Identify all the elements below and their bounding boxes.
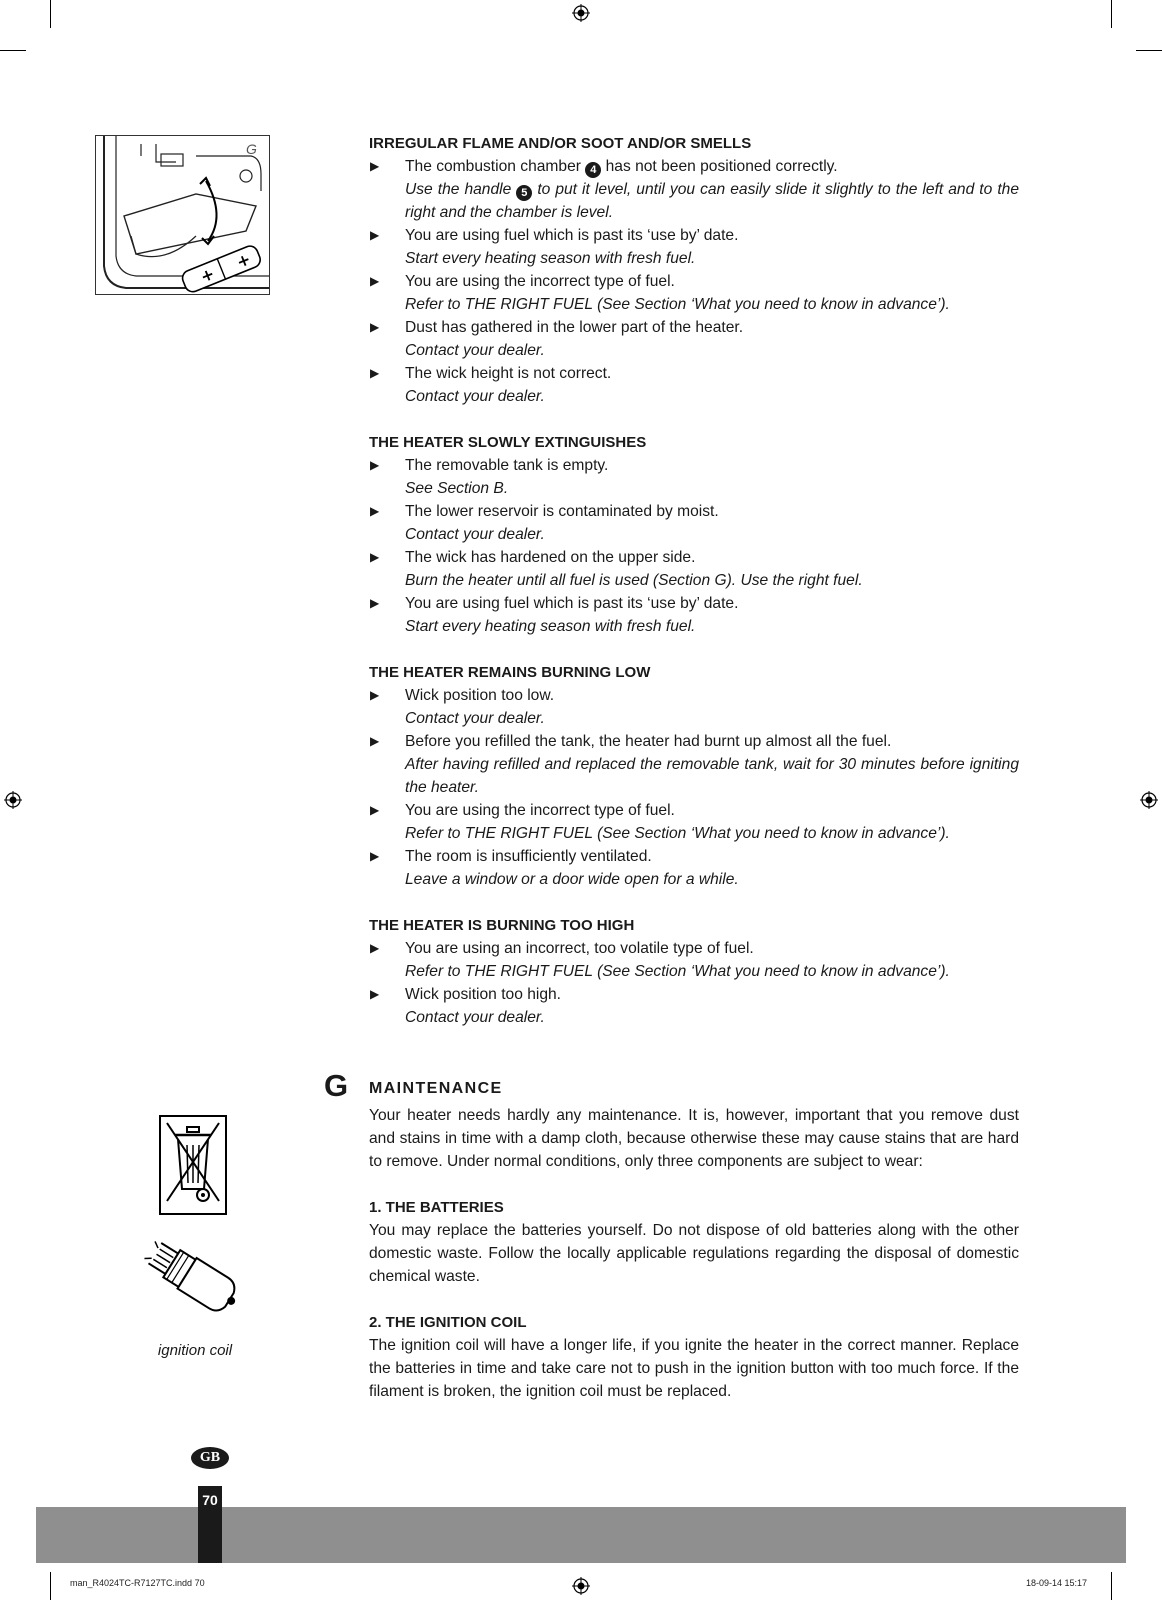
cause-text: You are using an incorrect, too volatile type of fuel. xyxy=(405,940,754,957)
cause-text: The combustion chamber 4 has not been positioned correctly. xyxy=(405,158,838,176)
section-title: THE HEATER SLOWLY EXTINGUISHES xyxy=(369,434,647,451)
list-item xyxy=(369,592,1019,638)
troubleshooting-section xyxy=(369,132,1019,408)
maintenance-title: MAINTENANCE xyxy=(369,1080,503,1097)
remedy-text: After having refilled and replaced the removable tank, wait for 30 minutes before igniting the heater. xyxy=(405,756,1019,796)
list-item xyxy=(369,684,1019,730)
registration-mark-icon xyxy=(1140,791,1158,809)
batteries-title: 1. THE BATTERIES xyxy=(369,1199,504,1216)
section-letter: G xyxy=(324,1068,349,1103)
crop-mark xyxy=(1136,50,1162,51)
bullet-triangle-icon: ▶ xyxy=(370,803,380,817)
troubleshooting-section xyxy=(369,914,1019,1029)
bullet-triangle-icon: ▶ xyxy=(370,320,380,334)
bullet-triangle-icon: ▶ xyxy=(370,550,380,564)
bullet-triangle-icon: ▶ xyxy=(370,228,380,242)
registration-mark-icon xyxy=(572,1577,590,1595)
language-badge: GB xyxy=(191,1447,229,1469)
remedy-text: Start every heating season with fresh fuel. xyxy=(405,618,696,635)
cause-text: You are using the incorrect type of fuel. xyxy=(405,273,675,290)
bullet-triangle-icon: ▶ xyxy=(370,734,380,748)
bullet-triangle-icon: ▶ xyxy=(370,596,380,610)
bullet-triangle-icon: ▶ xyxy=(370,458,380,472)
list-item xyxy=(369,983,1019,1029)
list-item xyxy=(369,155,1019,224)
list-item xyxy=(369,454,1019,500)
troubleshooting-section xyxy=(369,431,1019,638)
bullet-triangle-icon: ▶ xyxy=(370,941,380,955)
cause-text: You are using the incorrect type of fuel. xyxy=(405,802,675,819)
bullet-triangle-icon: ▶ xyxy=(370,688,380,702)
crop-mark xyxy=(50,1572,51,1600)
section-title: THE HEATER REMAINS BURNING LOW xyxy=(369,664,651,681)
troubleshooting-list xyxy=(369,132,1019,1052)
list-item xyxy=(369,316,1019,362)
cause-text: Wick position too high. xyxy=(405,986,562,1003)
remedy-text: See Section B. xyxy=(405,480,509,497)
registration-mark-icon xyxy=(572,4,590,22)
cause-text: You are using fuel which is past its ‘use by’ date. xyxy=(405,595,739,612)
remedy-text: Burn the heater until all fuel is used (Section G). Use the right fuel. xyxy=(405,572,863,589)
list-item xyxy=(369,270,1019,316)
cause-text: Before you refilled the tank, the heater had burnt up almost all the fuel. xyxy=(405,733,892,750)
maintenance-body xyxy=(369,1104,1019,1426)
svg-text:+: + xyxy=(197,263,218,287)
figure-label: G xyxy=(246,141,257,157)
ignition-coil-text: The ignition coil will have a longer life, if you ignite the heater in the correct manner. Replace the batteries in time and take care not to push in the ignition button with too much force. If the filament is broken, the ignition coil must be replaced. xyxy=(369,1337,1019,1400)
list-item xyxy=(369,730,1019,799)
page-number-tab xyxy=(198,1486,222,1563)
crossed-bin-icon xyxy=(159,1115,227,1215)
page-number: 70 xyxy=(202,1492,218,1508)
number-badge-5: 5 xyxy=(516,185,532,201)
remedy-text: Leave a window or a door wide open for a while. xyxy=(405,871,739,888)
remedy-text: Contact your dealer. xyxy=(405,1009,545,1026)
remedy-text: Contact your dealer. xyxy=(405,388,545,405)
cause-text: Dust has gathered in the lower part of the heater. xyxy=(405,319,744,336)
remedy-text: Start every heating season with fresh fuel. xyxy=(405,250,696,267)
svg-text:+: + xyxy=(233,249,254,272)
cause-text: The room is insufficiently ventilated. xyxy=(405,848,652,865)
slug-date: 18-09-14 15:17 xyxy=(1026,1578,1088,1588)
crop-mark xyxy=(50,0,51,28)
section-title: THE HEATER IS BURNING TOO HIGH xyxy=(369,917,635,934)
list-item xyxy=(369,224,1019,270)
remedy-text: Contact your dealer. xyxy=(405,526,545,543)
maintenance-intro: Your heater needs hardly any maintenance. It is, however, important that you remove dust and stains in time with a damp cloth, because otherwise these may cause stains that are hard to remove. Under normal conditions, only three components are subject to wear: xyxy=(369,1107,1019,1170)
batteries-text: You may replace the batteries yourself. Do not dispose of old batteries along with the other domestic waste. Follow the locally applicable regulations regarding the disposal of domestic chemical waste. xyxy=(369,1222,1019,1285)
crop-mark xyxy=(1111,0,1112,28)
remedy-text: Contact your dealer. xyxy=(405,342,545,359)
crop-mark xyxy=(0,50,26,51)
list-item xyxy=(369,845,1019,891)
list-item xyxy=(369,546,1019,592)
bullet-triangle-icon: ▶ xyxy=(370,987,380,1001)
heater-battery-illustration xyxy=(95,135,270,295)
remedy-text: Refer to THE RIGHT FUEL (See Section ‘What you need to know in advance’). xyxy=(405,825,950,842)
bullet-triangle-icon: ▶ xyxy=(370,366,380,380)
bullet-triangle-icon: ▶ xyxy=(370,274,380,288)
bullet-triangle-icon: ▶ xyxy=(370,159,380,173)
troubleshooting-section xyxy=(369,661,1019,891)
cause-text: Wick position too low. xyxy=(405,687,555,704)
section-title: IRREGULAR FLAME AND/OR SOOT AND/OR SMELLS xyxy=(369,135,752,152)
remedy-text: Use the handle 5 to put it level, until you can easily slide it slightly to the left and to the right and the chamber is level. xyxy=(405,181,1019,221)
remedy-text: Refer to THE RIGHT FUEL (See Section ‘What you need to know in advance’). xyxy=(405,963,950,980)
registration-mark-icon xyxy=(4,791,22,809)
number-badge-4: 4 xyxy=(585,162,601,178)
ignition-coil-title: 2. THE IGNITION COIL xyxy=(369,1314,527,1331)
cause-text: The wick height is not correct. xyxy=(405,365,612,382)
ignition-coil-caption: ignition coil xyxy=(157,1342,233,1359)
bullet-triangle-icon: ▶ xyxy=(370,849,380,863)
list-item xyxy=(369,799,1019,845)
list-item xyxy=(369,937,1019,983)
list-item xyxy=(369,500,1019,546)
battery-compartment-drawing xyxy=(96,136,269,294)
crop-mark xyxy=(1111,1572,1112,1600)
cause-text: The lower reservoir is contaminated by moist. xyxy=(405,503,719,520)
remedy-text: Contact your dealer. xyxy=(405,710,545,727)
cause-text: The removable tank is empty. xyxy=(405,457,609,474)
cause-text: The wick has hardened on the upper side. xyxy=(405,549,696,566)
ignition-coil-illustration xyxy=(138,1235,253,1320)
remedy-text: Refer to THE RIGHT FUEL (See Section ‘What you need to know in advance’). xyxy=(405,296,950,313)
cause-text: You are using fuel which is past its ‘use by’ date. xyxy=(405,227,739,244)
bullet-triangle-icon: ▶ xyxy=(370,504,380,518)
list-item xyxy=(369,362,1019,408)
slug-filename: man_R4024TC-R7127TC.indd 70 xyxy=(70,1578,205,1588)
